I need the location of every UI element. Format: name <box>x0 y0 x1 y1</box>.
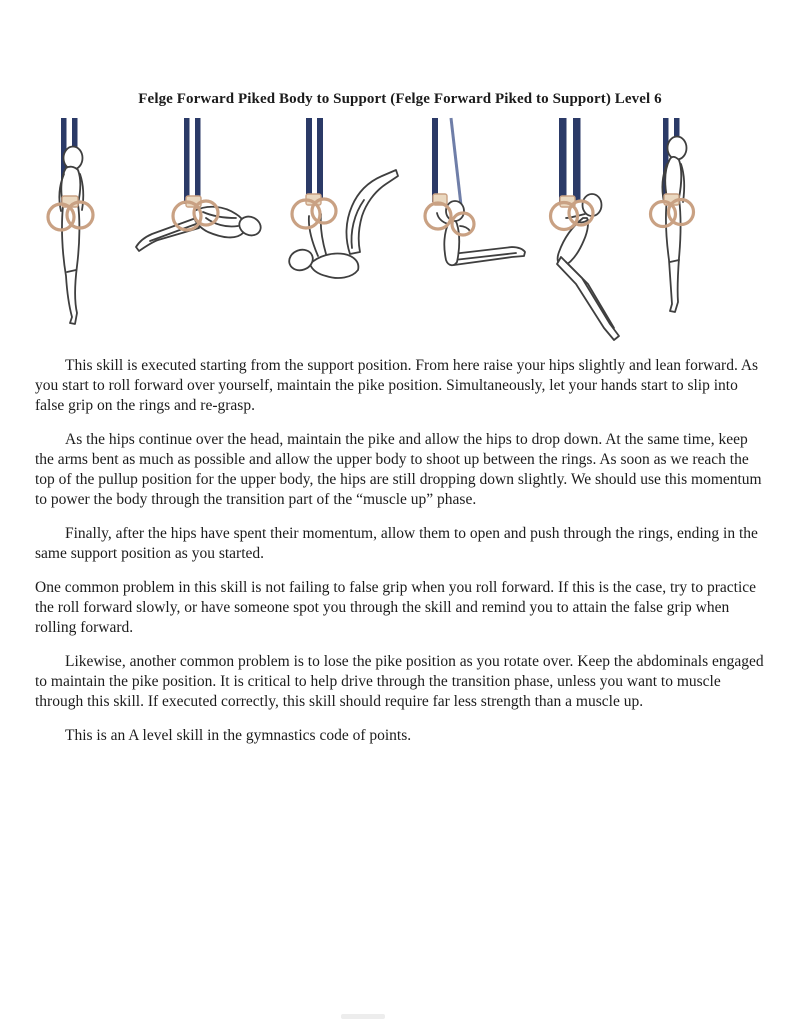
faded-footer-mark <box>341 1014 385 1019</box>
rings-skill-sequence-figure <box>0 114 800 349</box>
figure-step-roll-forward-pike <box>136 118 264 251</box>
paragraph-execution-start: This skill is executed starting from the support position. From here raise your hips slightly and lean forward. As you start to roll forward over yourself, maintain the pike position. Simultaneously, let your hands start to slip into false grip on the rings and re-grasp. <box>35 357 759 414</box>
paragraph-common-problem-false-grip: One common problem in this skill is not failing to false grip when you roll forward. If this is the case, try to practice the roll forward slowly, or have someone spot you through the skill and remind you to attain the false grip when rolling forward. <box>35 579 757 636</box>
figure-step-shoot-up-between-rings <box>425 118 525 265</box>
paragraph-skill-level: This is an A level skill in the gymnastics code of points. <box>65 727 412 744</box>
page-title: Felge Forward Piked Body to Support (Felge Forward Piked to Support) Level 6 <box>138 91 662 107</box>
figure-step-push-through <box>551 118 620 340</box>
paragraph-hips-over-head: As the hips continue over the head, maintain the pike and allow the hips to drop down. At the same time, keep the arms bent as much as possible and allow the upper body to shoot up between the rings. As soon as we reach the top of the pullup position for the upper body, the hips are still dropping down slightly. We should use this momentum to power the body through the transition part of the “muscle up” phase. <box>35 431 762 508</box>
paragraph-finish: Finally, after the hips have spent their momentum, allow them to open and push through the rings, ending in the same support position as you started. <box>35 525 758 562</box>
figure-step-finish-support <box>651 118 694 312</box>
figure-step-support-position <box>48 118 93 324</box>
body-text <box>0 356 800 746</box>
figure-step-inverted-pike <box>286 118 398 278</box>
paragraph-common-problem-pike: Likewise, another common problem is to lose the pike position as you rotate over. Keep the abdominals engaged to maintain the pike position. It is critical to help drive through the transition phase, unless you want to muscle through this skill. If executed correctly, this skill should require far less strength than a muscle up. <box>35 653 764 710</box>
